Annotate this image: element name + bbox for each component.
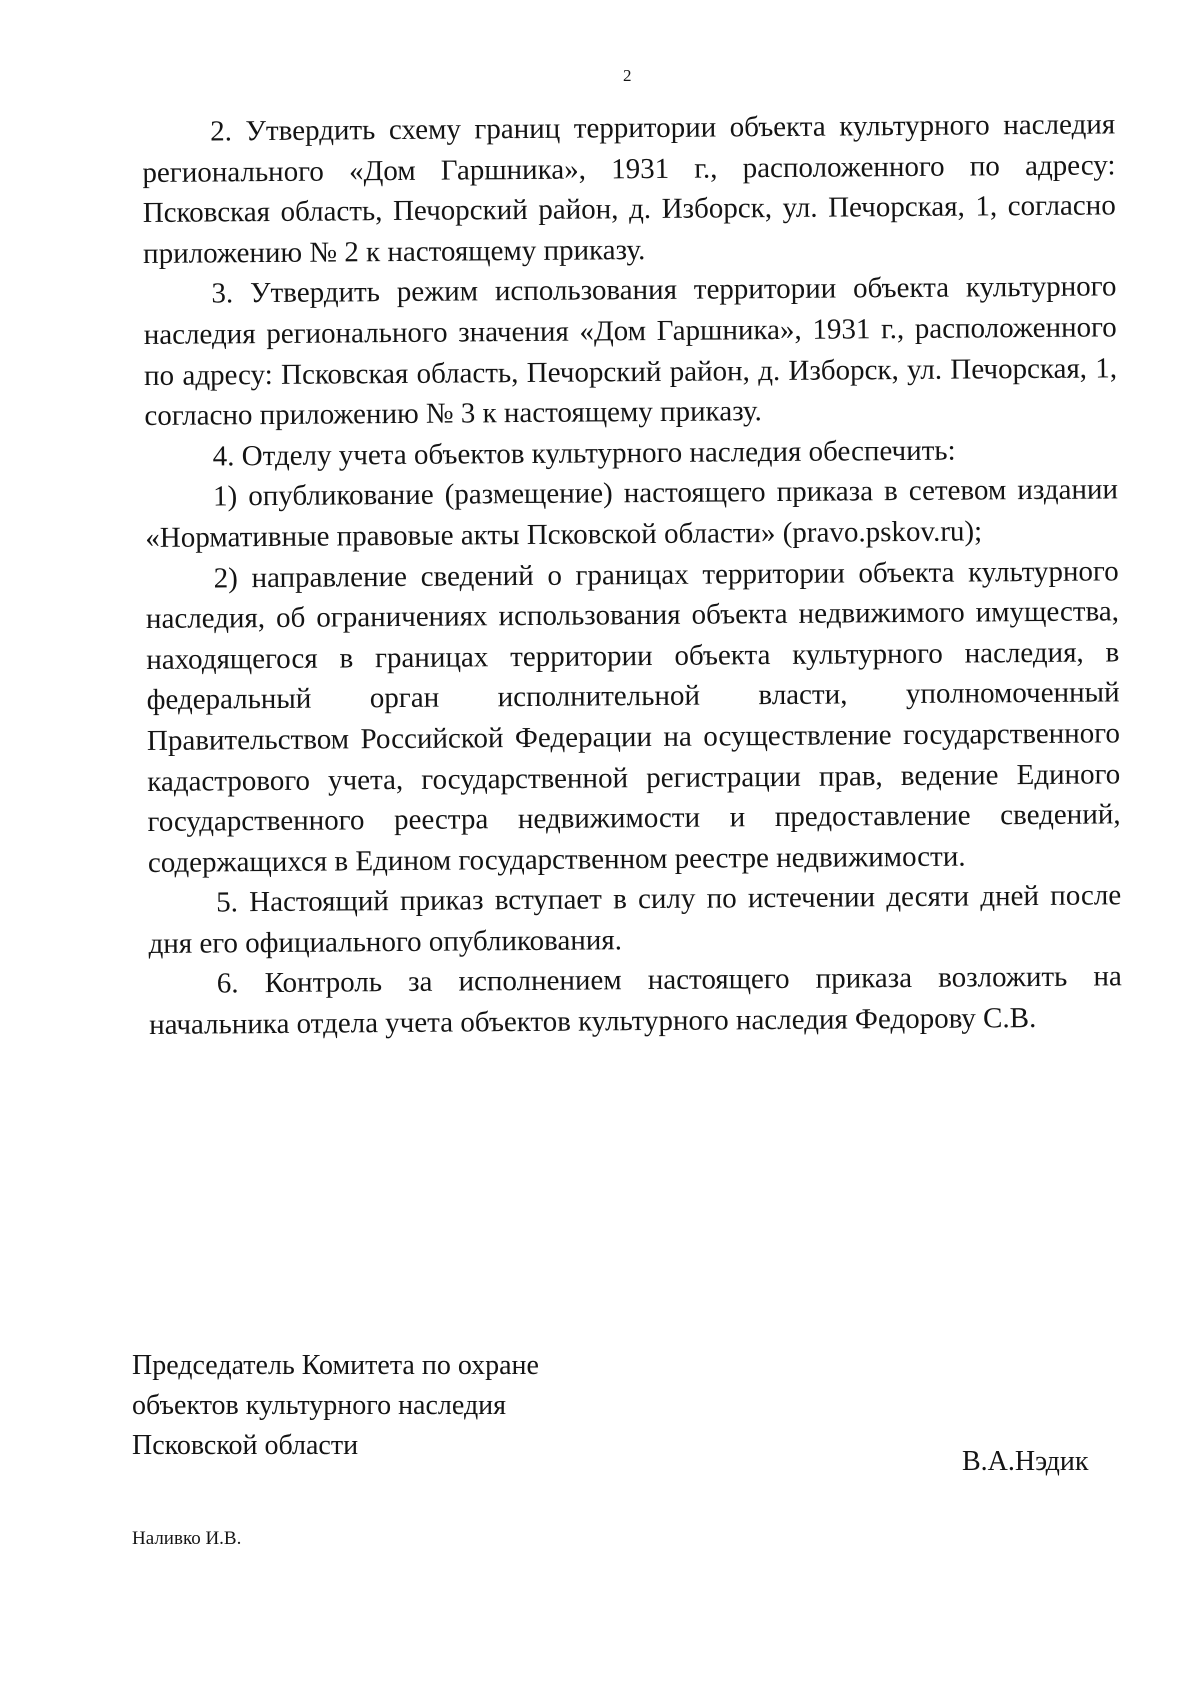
paragraph-department-duties: 4. Отделу учета объектов культурного наследия обеспечить:: [212, 434, 956, 473]
paragraph-approve-boundaries-scheme: 2. Утвердить схему границ территории объекта культурного наследия регионального «Дом Гаршника», 1931 г., расположенного по адресу: Псковская область, Печорский район, д. Изборск, ул. Печорская, 1, согласно приложению № 2 к настоящему приказу.: [142, 108, 1116, 270]
order-body: [142, 104, 1122, 1045]
signatory-position: [132, 1346, 539, 1466]
paragraph-entry-into-force: 5. Настоящий приказ вступает в силу по истечении десяти дней после дня его официального опубликования.: [148, 879, 1122, 960]
page-number: 2: [623, 66, 632, 85]
signatory-position-line: объектов культурного наследия: [132, 1390, 507, 1421]
paragraph-send-information: 2) направление сведений о границах территории объекта культурного наследия, об ограничениях использования объекта недвижимого имущества, находящегося в границах территории объекта культурного наследия, в федеральный орган исполнительной власти, уполномоченный Правительством Российской Федерации на осуществление государственного кадастрового учета, государственной регистрации прав, ведение Единого государственного реестра недвижимости и предоставление сведений, содержащихся в Едином государственном реестре недвижимости.: [145, 554, 1121, 879]
executor-name: Наливко И.В.: [132, 1528, 242, 1549]
signatory-name: В.А.Нэдик: [962, 1446, 1089, 1477]
signatory-position-line: Председатель Комитета по охране: [132, 1350, 539, 1381]
paragraph-publication: 1) опубликование (размещение) настоящего приказа в сетевом издании «Нормативные правовые акты Псковской области» (pravo.pskov.ru);: [145, 473, 1119, 554]
paragraph-approve-usage-regime: 3. Утвердить режим использования территории объекта культурного наследия регионального значения «Дом Гаршника», 1931 г., расположенного по адресу: Псковская область, Печорский район, д. Изборск, ул. Печорская, 1, согласно приложению № 3 к настоящему приказу.: [143, 270, 1118, 433]
signatory-position-line: Псковской области: [132, 1430, 359, 1461]
paragraph-control: 6. Контроль за исполнением настоящего приказа возложить на начальника отдела учета объектов культурного наследия Федорову С.В.: [149, 960, 1122, 1042]
